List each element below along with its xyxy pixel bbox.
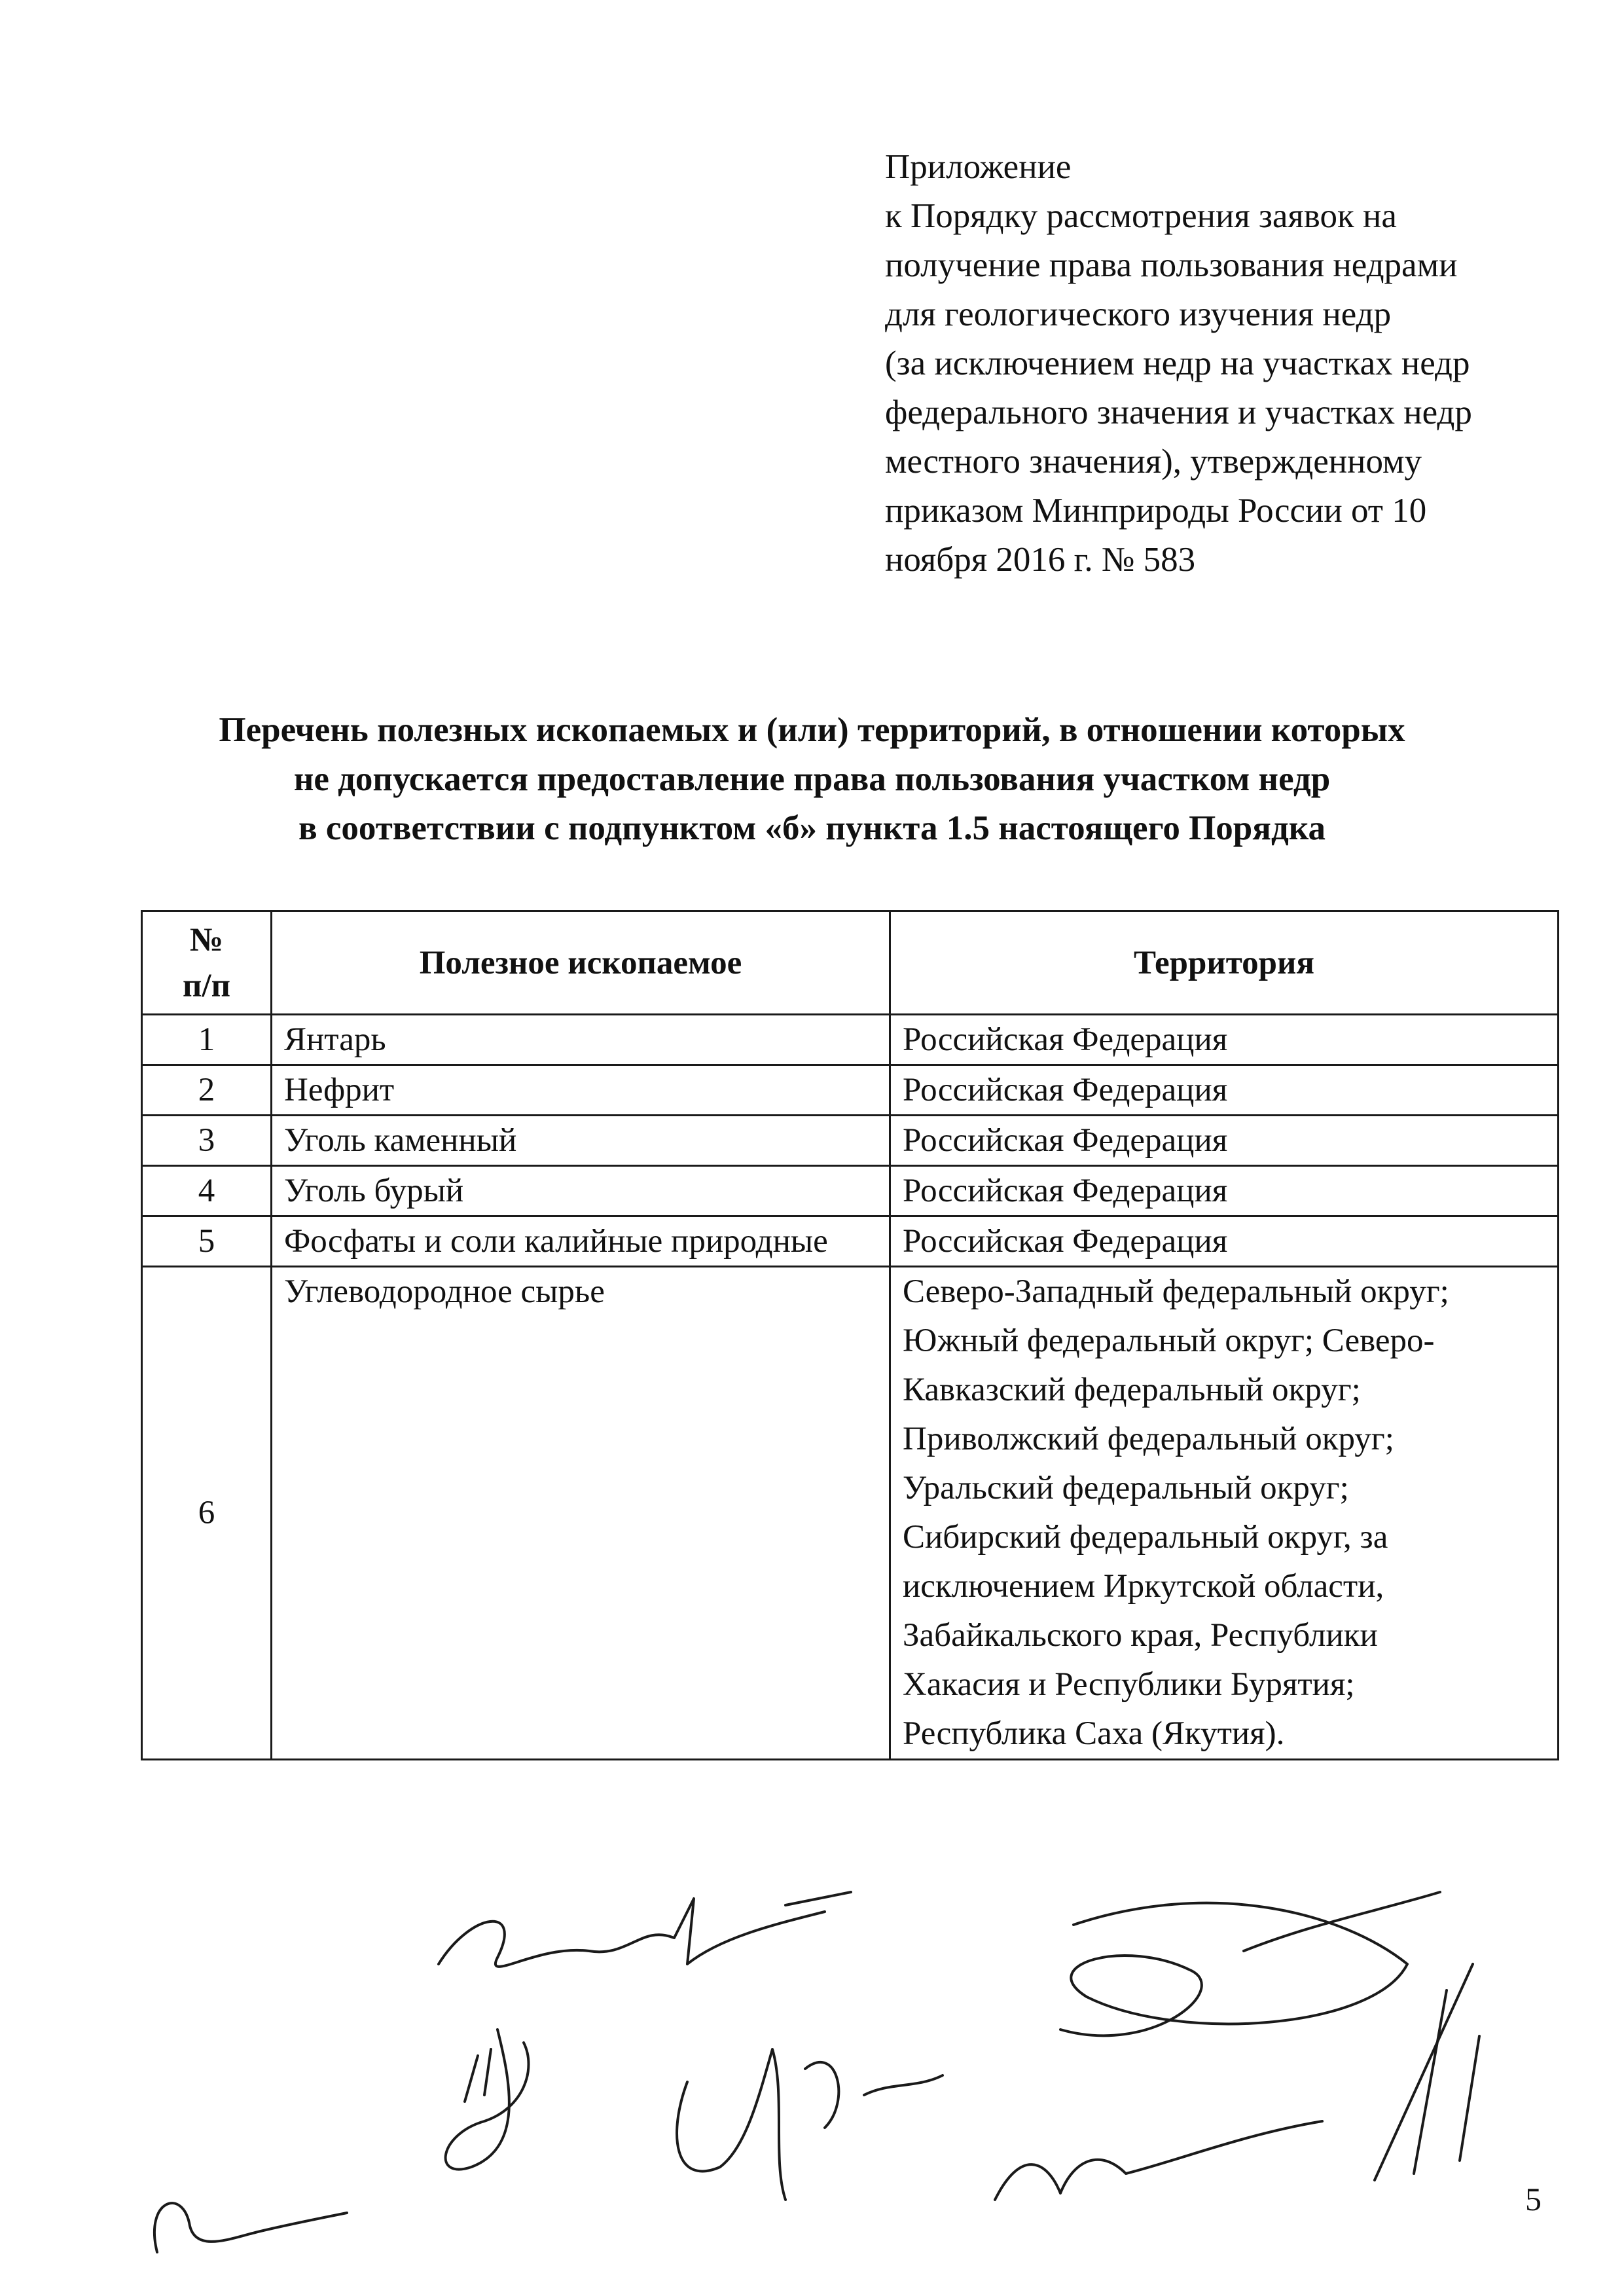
header-territory: Территория <box>890 911 1559 1015</box>
row-number: 2 <box>142 1065 272 1116</box>
territory-line: Кавказский федеральный округ; <box>903 1372 1361 1408</box>
signature-mark <box>677 2049 943 2200</box>
row-territory: Российская Федерация <box>890 1116 1559 1166</box>
row-number: 6 <box>142 1267 272 1760</box>
territory-line: исключением Иркутской области, <box>903 1568 1384 1605</box>
title-line: не допускается предоставление права пользования участком недр <box>293 760 1331 798</box>
signature-mark <box>995 2121 1322 2200</box>
row-number: 5 <box>142 1216 272 1267</box>
row-territory <box>890 1267 1559 1760</box>
row-mineral: Уголь бурый <box>272 1166 890 1216</box>
appendix-line: получение права пользования недрами <box>885 246 1458 284</box>
territory-line: Южный федеральный округ; Северо- <box>903 1322 1435 1359</box>
signature-mark <box>154 2203 347 2252</box>
appendix-line: местного значения), утвержденному <box>885 443 1422 481</box>
row-number: 4 <box>142 1166 272 1216</box>
row-mineral: Янтарь <box>272 1015 890 1065</box>
table-row <box>142 1267 1559 1760</box>
appendix-block <box>885 143 1579 585</box>
territory-line: Приволжский федеральный округ; <box>903 1421 1394 1457</box>
row-number: 3 <box>142 1116 272 1166</box>
row-mineral: Нефрит <box>272 1065 890 1116</box>
row-territory: Российская Федерация <box>890 1015 1559 1065</box>
row-number: 1 <box>142 1015 272 1065</box>
appendix-line: для геологического изучения недр <box>885 295 1392 333</box>
document-title <box>0 706 1624 853</box>
row-territory: Российская Федерация <box>890 1216 1559 1267</box>
territory-line: Республика Саха (Якутия). <box>903 1715 1285 1752</box>
signature-mark <box>1375 1964 1479 2180</box>
table-header-row <box>142 911 1559 1015</box>
title-line: в соответствии с подпунктом «б» пункта 1.5 настоящего Порядка <box>298 809 1326 847</box>
table-row <box>142 1065 1559 1116</box>
signature-mark <box>1060 1892 1440 2035</box>
appendix-line: Приложение <box>885 148 1072 186</box>
table-row <box>142 1015 1559 1065</box>
signatures <box>131 1886 1571 2278</box>
table-row <box>142 1216 1559 1267</box>
table-row <box>142 1166 1559 1216</box>
row-territory: Российская Федерация <box>890 1166 1559 1216</box>
header-number: № п/п <box>142 911 272 1015</box>
minerals-table <box>141 910 1559 1760</box>
territory-line: Забайкальского края, Республики <box>903 1617 1378 1654</box>
appendix-line: приказом Минприроды России от 10 <box>885 492 1427 530</box>
appendix-line: ноября 2016 г. № 583 <box>885 541 1196 579</box>
header-mineral: Полезное ископаемое <box>272 911 890 1015</box>
page-number: 5 <box>1525 2181 1542 2217</box>
row-mineral: Углеводородное сырье <box>272 1267 890 1760</box>
appendix-line: (за исключением недр на участках недр <box>885 344 1470 382</box>
row-mineral: Фосфаты и соли калийные природные <box>272 1216 890 1267</box>
territory-line: Хакасия и Республики Бурятия; <box>903 1666 1355 1703</box>
row-territory: Российская Федерация <box>890 1065 1559 1116</box>
appendix-line: федерального значения и участках недр <box>885 393 1472 431</box>
territory-line: Уральский федеральный округ; <box>903 1470 1349 1506</box>
table-row <box>142 1116 1559 1166</box>
signature-mark <box>439 1892 851 1967</box>
appendix-line: к Порядку рассмотрения заявок на <box>885 197 1397 235</box>
row-mineral: Уголь каменный <box>272 1116 890 1166</box>
signature-mark <box>446 2030 529 2170</box>
title-line: Перечень полезных ископаемых и (или) территорий, в отношении которых <box>219 711 1405 749</box>
territory-line: Сибирский федеральный округ, за <box>903 1519 1388 1556</box>
territory-line: Северо-Западный федеральный округ; <box>903 1273 1449 1310</box>
